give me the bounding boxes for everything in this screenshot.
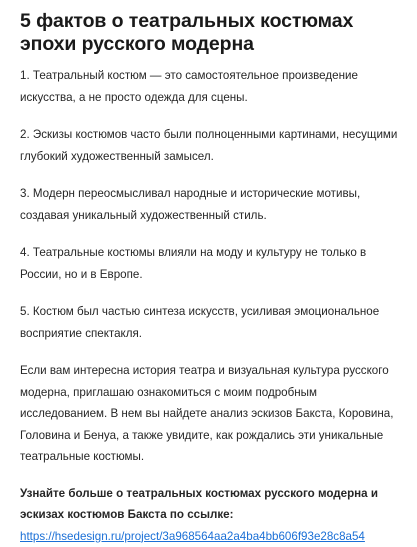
list-item: 4. Театральные костюмы влияли на моду и культуру не только в России, но и в Европе. <box>20 246 367 281</box>
project-link[interactable]: https://hsedesign.ru/project/3a968564aa2a4ba4bb606f93e28c8a54 <box>20 529 365 543</box>
intro-paragraph: Если вам интересна история театра и визуальная культура русского модерна, приглашаю ознакомиться с моим подробным исследованием. В нем вы найдете анализ эскизов Бакста, Коровина, Головина и Бенуа, а также увидите, как рождались эти уникальные театральные костюмы. <box>20 364 394 463</box>
facts-list <box>20 65 403 345</box>
post-title: 5 фактов о театральных костюмах эпохи русского модерна <box>20 10 354 55</box>
list-item: 1. Театральный костюм — это самостоятельное произведение искусства, а не просто одежда для сцены. <box>20 69 358 104</box>
list-item: 3. Модерн переосмысливал народные и исторические мотивы, создавая уникальный художественный стиль. <box>20 187 361 222</box>
list-item: 5. Костюм был частью синтеза искусств, усиливая эмоциональное восприятие спектакля. <box>20 305 380 340</box>
call-to-action-text: Узнайте больше о театральных костюмах русского модерна и эскизах костюмов Бакста по ссылке: <box>20 486 378 521</box>
list-item: 2. Эскизы костюмов часто были полноценными картинами, несущими глубокий художественный замысел. <box>20 128 398 163</box>
